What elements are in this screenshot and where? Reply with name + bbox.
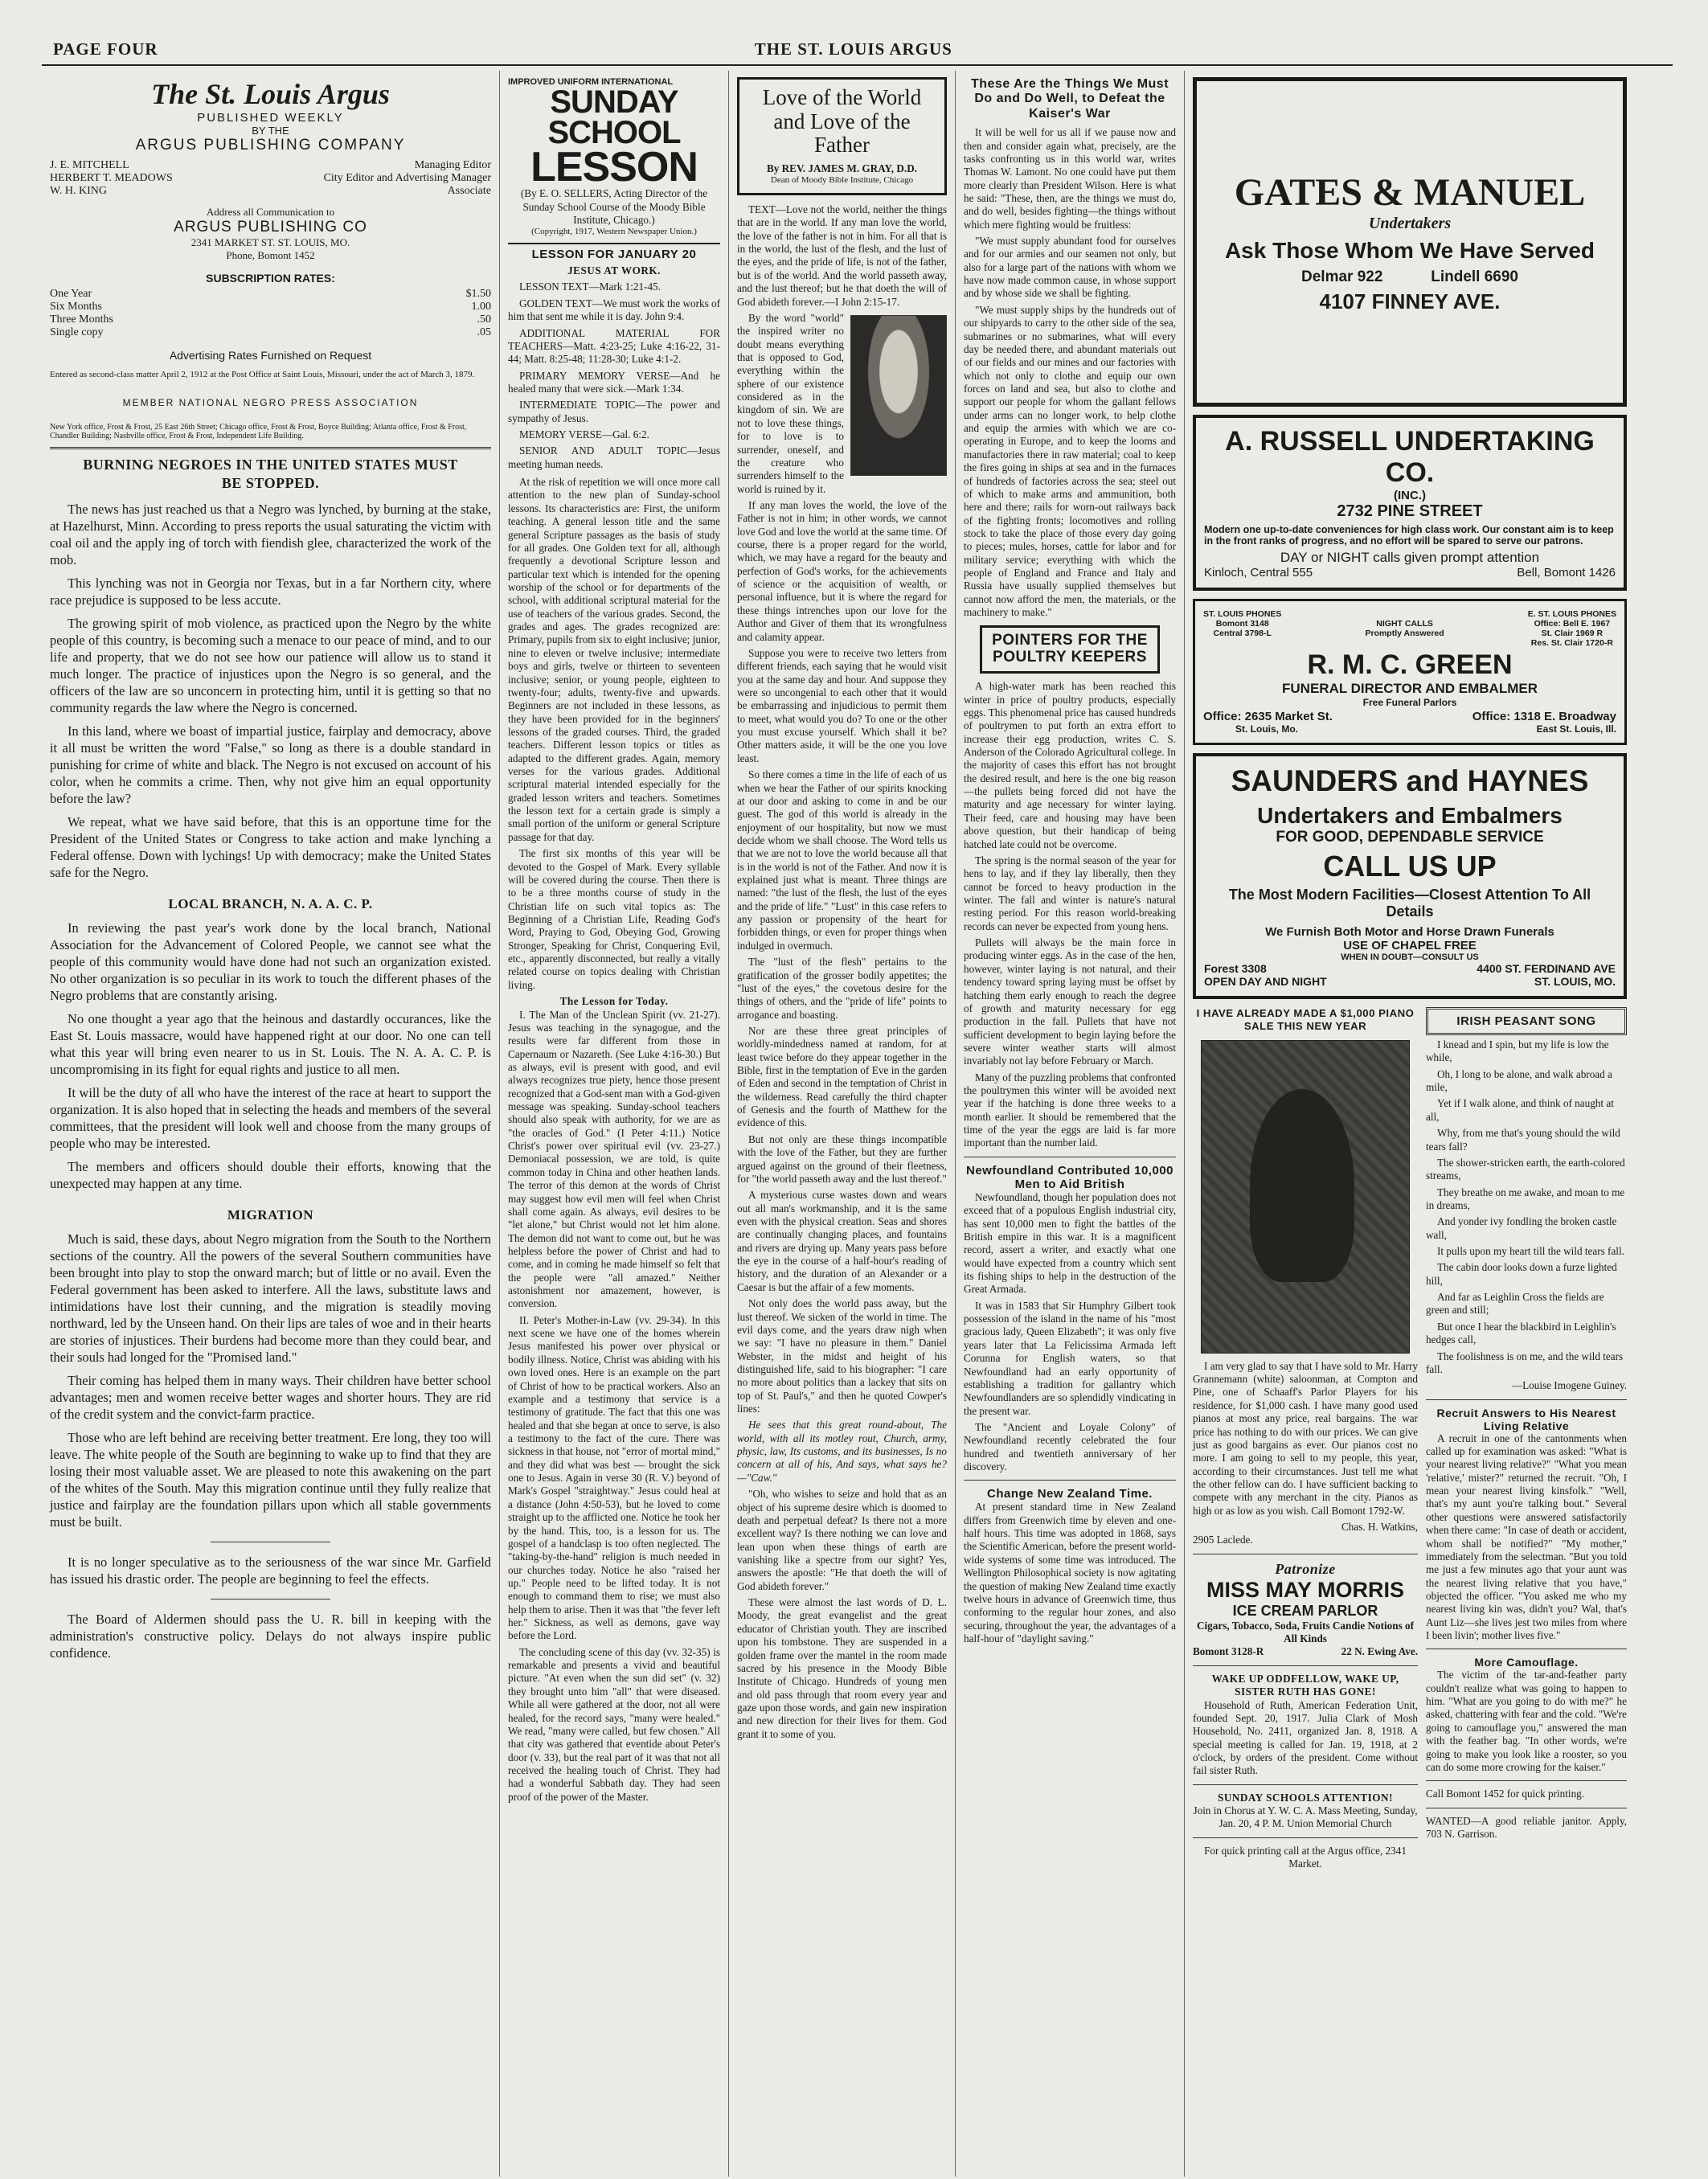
editorial-column — [42, 71, 500, 2177]
paragraph: The first six months of this year will be devoted to the Gospel of Mark. Every syllable will be covered during the course. Then there is to be a three months course of study in the Christian life on such vital topics as: The Beginning of a Christian Life, Reading God's Word, Praying to God, Obeying God, Growing Stronger, Speaking for Christ, Conquering Evil, etc., apparently disconnected, but really a vitally related course on topics dealing with Christian living. — [508, 847, 720, 991]
address-company: ARGUS PUBLISHING CO — [174, 219, 367, 236]
verse-line: Oh, I long to be alone, and walk abroad a mile, — [1426, 1067, 1612, 1094]
ad-green-title: FUNERAL DIRECTOR AND EMBALMER — [1282, 681, 1538, 696]
poem: He sees that this great round-about, The world, with all its motley rout, Church, army, physic, law, Its customs, and its businesses, Is no concern at all of his, And says, what says he?—"Caw." — [737, 1419, 947, 1484]
phone: Phone, Bomont 1452 — [226, 249, 315, 261]
paragraph: Their coming has helped them in many ways. Their children have better school advantages; men and women receive better wages and shorter hours. They are rid of the credit system and the convict-farm practice. — [50, 1372, 491, 1422]
new-zealand-body — [964, 1501, 1176, 1645]
wanted-ad: WANTED—A good reliable janitor. Apply, 703 N. Garrison. — [1426, 1814, 1627, 1840]
quick-printing: For quick printing call at the Argus office, 2341 Market. — [1204, 1844, 1407, 1870]
verse-line: The shower-stricken earth, the earth-colored streams, — [1426, 1156, 1625, 1182]
rate-price: 1.00 — [471, 301, 491, 313]
paragraph: It will be well for us all if we pause now and then and consider again what, precisely, are the tasks confronting us in this world war, writes Thomas W. Lamont. No one could have put them more clearly than President Wilson. Here is what he said: "These, then, are the things we must do, and do well, besides fighting—the things without which mere fighting would be fruitless: — [964, 126, 1176, 231]
lesson-kicker: IMPROVED UNIFORM INTERNATIONAL — [508, 77, 674, 87]
staff-name: HERBERT T. MEADOWS — [50, 172, 173, 184]
ad-green-left-head: ST. LOUIS PHONES — [1203, 609, 1282, 619]
paragraph: "We must supply ships by the hundreds out of our shipyards to carry to the other side of the sea, submarines or no submarines, what will every day be needed there, and abundant materials out of our fields and our mines and our factories with which not only to clothe and equip our own forces on land and sea, but also to clothe and support our people for whom the gallant fellows under arms can no longer work, to help clothe and equip the armies with which we are co-operating in Europe, and to keep the looms and manufactories there in raw material; coal to keep the fires going in ships at sea and in the furnaces of hundreds of factories across the sea; steel out of which to make arms and ammunition, both here and there; rails for worn-out railways back of the fighting fronts; locomotives and rolling stock to take the place of those every day going to pieces; mules, horses, cattle for labor and for military service; everything with which the people of England and France and Italy and Russia have usually supplied themselves but cannot now afford the men, the materials, or the machinery to make." — [964, 303, 1176, 619]
sermon-byline2: Dean of Moody Bible Institute, Chicago — [770, 175, 914, 186]
paragraph: Many of the puzzling problems that confronted the poultrymen this winter will be avoided next year if the hatching is done three weeks to a month earlier. It should be remembered that the time of the year the eggs are laid is far more important than the number laid. — [964, 1071, 1176, 1149]
ad-green-night: NIGHT CALLS — [1376, 619, 1433, 629]
paragraph: The spring is the normal season of the year for hens to lay, and if they lay liberally, then they cannot be forced to heavy production in the winter. The fall and winter is nature's natural resting period. For this reason world-breaking records can never be expected from young hens. — [964, 854, 1176, 932]
ad-russell-phone2: Bell, Bomont 1426 — [1517, 566, 1616, 580]
ad-green-name: R. M. C. GREEN — [1307, 649, 1513, 680]
ad-gates-address: 4107 FINNEY AVE. — [1319, 289, 1501, 313]
meta-line: ADDITIONAL MATERIAL FOR TEACHERS—Matt. 4:23-25; Luke 4:16-22, 31-44; Matt. 8:25-48; 11:28-30; Luke 4:1-2. — [508, 326, 720, 366]
meta-line: MEMORY VERSE—Gal. 6:2. — [519, 428, 649, 441]
editorial-title: MIGRATION — [227, 1206, 314, 1223]
ad-green-phone: Bomont 3148 — [1215, 619, 1269, 629]
editorial-naacp — [50, 895, 491, 1192]
lesson-body — [508, 476, 720, 1804]
ad-gates-sub: Undertakers — [1368, 214, 1452, 232]
ad-saunders-modern: The Most Modern Facilities—Closest Attention To All Details — [1228, 887, 1591, 920]
morris-patronize: Patronize — [1275, 1560, 1336, 1577]
paragraph: It is no longer speculative as to the seriousness of the war since Mr. Garfield has issued his drastic order. The people are beginning to feel the effects. — [50, 1554, 491, 1587]
piano-photo — [1201, 1040, 1410, 1354]
sermon-column — [729, 71, 956, 2177]
lower-ads — [1193, 1007, 1627, 1871]
offices: New York office, Frost & Frost, 25 East 26th Street; Chicago office, Frost & Frost, Boyce Building; Atlanta office, Frost & Frost, Chandler Building; Nashville office, Frost & Frost, Independent Life Building. — [50, 423, 467, 440]
paragraph: In reviewing the past year's work done by the local branch, National Association for the Advancement of Colored People, we cannot see what the people of this community would have done had not such an organization existed. No other organization is so peculiar in its work to touch the different phases of the Negro problems that are constantly arising. — [50, 920, 491, 1003]
ad-green-city2: East St. Louis, Ill. — [1536, 723, 1616, 735]
paragraph: So there comes a time in the life of each of us when we hear the Father of our spirits knocking at our door and asking to come in and be our guest. The god of this world is already in the enjoyment of our hospitality, but now we must decide whom we shall choose. The Word tells us that we are not to love the world because all that is in the world is not of the Father. And now it is explained just what is meant. Three things are named: "the lust of the flesh, the lust of the eyes and the pride of life." "Lust" in this case refers to any passion or propensity of the heart for forbidden things, or even for proper things when indulged in overmuch. — [737, 768, 947, 952]
sermon-title-box — [737, 77, 947, 195]
verse-line: And far as Leighlin Cross the fields are green and still; — [1426, 1291, 1604, 1317]
ad-green-free: Free Funeral Parlors — [1362, 697, 1457, 708]
morris-address: 22 N. Ewing Ave. — [1341, 1645, 1418, 1658]
ad-rates: Advertising Rates Furnished on Request — [169, 349, 372, 362]
ad-gates-tag: Ask Those Whom We Have Served — [1224, 237, 1595, 263]
ad-saunders-doubt: WHEN IN DOUBT—CONSULT US — [1341, 952, 1479, 962]
staff-role: Managing Editor — [414, 159, 491, 171]
staff-list — [50, 159, 491, 198]
sermon-byline: By REV. JAMES M. GRAY, D.D. — [766, 162, 918, 175]
verse-line: But once I hear the blackbird in Leighlin's hedges call, — [1426, 1320, 1616, 1346]
paragraph: By the word "world" the inspired writer no doubt means everything that is opposed to God, everything within the sphere of our existence considered as in the kingdom of sin. We are not to love these things, for to love is to surrender, oneself, and the creature who surrenders himself to the world is ruined by it. — [737, 311, 844, 495]
paragraph: Those who are left behind are receiving better treatment. Ere long, they too will leave. The white people of the South are beginning to wake up to find that they are losing their most valuable asset. We are pleased to note this awakening on the part of the whites of the South. May this migration continue until they fully realize that justice and fairplay are the foundation pillars upon which all stable governments must be built. — [50, 1429, 491, 1530]
ad-gates-name: GATES & MANUEL — [1234, 170, 1586, 214]
page-header — [42, 32, 1673, 66]
paragraph: Newfoundland, though her population does not exceed that of a populous English industrial city, has sent 10,000 men to fight the battles of the British empire in this war. It is a magnificent record, assert a writer, and exactly what one would have expected from a country which sent its fishing ships to help in the destruction of the Great Armada. — [964, 1190, 1176, 1296]
paragraph: If any man loves the world, the love of the Father is not in him; in other words, we cannot love God and love the world at the same time. Of course, there is a proper regard for the world, which, we may have a regard for the beauty and perfection of God's works, for the achievements of science or the acquisition of wealth, or personal influence, but it is where the regard for these things intrenches upon our love for the Author and Giver of them that its wrongfulness and calamity appear. — [737, 498, 947, 643]
ad-green-office2: Office: 1318 E. Broadway — [1472, 710, 1616, 723]
lesson-topic: JESUS AT WORK. — [567, 264, 661, 277]
sunday-schools-body: Join in Chorus at Y. W. C. A. Mass Meeting, Sunday, Jan. 20, 4 P. M. Union Memorial Church — [1193, 1804, 1418, 1830]
piano-body — [1193, 1360, 1418, 1518]
meta-line: SENIOR AND ADULT TOPIC—Jesus meeting human needs. — [508, 444, 720, 470]
lesson-subhead: The Lesson for Today. — [559, 995, 669, 1008]
camouflage-title: More Camouflage. — [1474, 1656, 1579, 1669]
paragraph: The "lust of the flesh" pertains to the gratification of the grosser bodily appetites; the "lust of the eyes," the covetous desire for the things of others, and the "pride of life" points to arrogance and boasting. — [737, 956, 947, 1021]
address-street: 2341 MARKET ST. ST. LOUIS, MO. — [190, 236, 350, 248]
ad-saunders-tag: FOR GOOD, DEPENDABLE SERVICE — [1276, 829, 1544, 846]
lesson-title-line1: SUNDAY SCHOOL — [547, 84, 681, 150]
rate-term: Single copy — [50, 326, 104, 338]
ad-green-right-head: E. ST. LOUIS PHONES — [1527, 609, 1616, 619]
paragraph: In this land, where we boast of impartial justice, fairplay and democracy, above it all must be written the word "False," so long as there is a double standard in punishing for crime of white and black. The Negro is not excused on account of his color, when he commits a crime. Then, why not give him an equal opportunity before the law? — [50, 723, 491, 807]
editorial-lynching — [50, 456, 491, 881]
meta-line: INTERMEDIATE TOPIC—The power and sympathy of Jesus. — [508, 399, 720, 424]
piano-title: I HAVE ALREADY MADE A $1,000 PIANO SALE THIS NEW YEAR — [1196, 1007, 1415, 1033]
paragraph: Pullets will always be the main force in producing winter eggs. As in the case of the hen, however, winter laying is not natural, and their tendency toward spring laying must be offset by hatching them early enough to reach the degree of growth and maturity necessary for egg production in the fall. Pullets that have not sufficient development to begin laying before the severe winter weather starts will almost invariably not lay before February or March. — [964, 936, 1176, 1067]
ad-green — [1193, 599, 1627, 745]
paragraph: This lynching was not in Georgia nor Texas, but in a far Northern city, where race prejudice is supposed to be less accute. — [50, 575, 491, 608]
irish-song-title: IRISH PEASANT SONG — [1456, 1014, 1596, 1028]
paragraph: I. The Man of the Unclean Spirit (vv. 21-27). Jesus was teaching in the synagogue, and the results were far different from those in Capernaum or Nazareth. (See Luke 4:16-30.) But as always, evil is present with good, and evil always recognizes true piety, hence those present recognized that a God-sent man with a God-given message was speaking. Sunday-school teachers should also speak with authority, for we are as "the oracles of God." (I Peter 4:11.) Notice Christ's power over spiritual evil (vv. 23-27.) Demoniacal possession, we are told, is quite common today in China and other heathen lands. The terror of this demon at the words of Christ may suggest how evil men will feel when Christ shall come again. As always, evil desires to be "let alone," but Christ would not let him alone. The demon did not want to come out, but he was helpless before the power of Christ and had to come, and in coming he made himself so felt that the people were "all amazed." Neither astonishment nor amazement, however, is conversion. — [508, 1008, 720, 1310]
newfoundland-body — [964, 1191, 1176, 1474]
ad-saunders-furnish: We Furnish Both Motor and Horse Drawn Funerals — [1265, 925, 1554, 939]
verse-line: The cabin door looks down a furze lighted hill, — [1426, 1261, 1617, 1287]
staff-role: Associate — [447, 185, 491, 197]
masthead — [50, 77, 491, 440]
irish-song-author: —Louise Imogene Guiney. — [1511, 1379, 1627, 1392]
poultry-body — [964, 680, 1176, 1150]
editorial-title: LOCAL BRANCH, N. A. A. C. P. — [168, 896, 373, 912]
lesson-title-line2: LESSON — [530, 144, 698, 190]
verse-line: I knead and I spin, but my life is low the while, — [1426, 1038, 1609, 1064]
masthead-title: The St. Louis Argus — [151, 78, 390, 110]
morris-phone: Bomont 3128-R — [1193, 1645, 1264, 1658]
ad-russell-name: A. RUSSELL UNDERTAKING CO. — [1225, 426, 1595, 488]
paragraph: The members and officers should double their efforts, knowing that the unexpected may happen at any time. — [50, 1158, 491, 1191]
war-body — [964, 126, 1176, 619]
sermon-body — [737, 203, 947, 1741]
page-number: PAGE FOUR — [53, 39, 158, 59]
ad-column-right — [1426, 1007, 1627, 1871]
ad-saunders-name: SAUNDERS and HAYNES — [1231, 764, 1589, 797]
lesson-title — [508, 84, 720, 190]
staff-name: J. E. MITCHELL — [50, 159, 129, 171]
ad-green-phone: St. Clair 1969 R — [1541, 629, 1604, 638]
ad-saunders-phone: Forest 3308 — [1204, 962, 1267, 975]
oddfellow-title: WAKE UP ODDFELLOW, WAKE UP, SISTER RUTH HAS GONE! — [1211, 1672, 1399, 1698]
call-bomont: Call Bomont 1452 for quick printing. — [1426, 1788, 1585, 1800]
rate-term: Six Months — [50, 301, 102, 313]
ad-gates-phone2: Lindell 6690 — [1431, 268, 1518, 285]
paragraph: We repeat, what we have said before, that this is an opportune time for the President of the United States or Congress to take action and make lynching a Federal offense. Down with lychings! Up with democracy; make the United States safe for the Negro. — [50, 814, 491, 881]
press-association: MEMBER NATIONAL NEGRO PRESS ASSOCIATION — [122, 397, 419, 408]
new-zealand-title: Change New Zealand Time. — [987, 1487, 1153, 1501]
ads-column — [1185, 71, 1635, 2177]
newfoundland-title: Newfoundland Contributed 10,000 Men to Aid British — [965, 1163, 1174, 1191]
paragraph: No one thought a year ago that the heinous and dastardly occurances, like the East St. Louis massacre, would have happened right at our door. No one can tell what this year will bring even nearer to us in St. Louis. The N. A. A. C. P. is uncompromising in its fight for equal rights and justice to all men. — [50, 1010, 491, 1077]
news-column — [956, 71, 1185, 2177]
verse-line: Why, from me that's young should the wild tears fall? — [1426, 1127, 1620, 1153]
verse-line: They breathe on me awake, and moan to me in dreams, — [1426, 1186, 1625, 1211]
ad-saunders-open: OPEN DAY AND NIGHT — [1204, 975, 1327, 988]
ad-green-office1: Office: 2635 Market St. — [1203, 710, 1333, 723]
rate-price: .05 — [477, 326, 491, 338]
paragraph: Not only does the world pass away, but the lust thereof. We sicken of the world in time. The evil days come, and the years draw nigh when we say: "I have no pleasure in them." Daniel Webster, in the midst and height of his distinguished life, said to his biographer: "I care no more about politics than a lackey that sits on top of St. Paul's," and then he quoted Cowper's lines: — [737, 1297, 947, 1415]
ad-saunders-call: CALL US UP — [1323, 850, 1497, 883]
ad-gates-manuel — [1193, 77, 1627, 407]
verse-line: The foolishness is on me, and the wild tears fall. — [1426, 1350, 1624, 1375]
paragraph: Suppose you were to receive two letters from different friends, each saying that he would visit you at the same day and hour. And suppose they were so uncongenial to each other that it would be embarrassing and injudicious to permit them to meet, what would you do? To one or the other you must excuse yourself. Which shall it be? Other matters aside, it will be the one you love least. — [737, 646, 947, 764]
paragraph: At the risk of repetition we will once more call attention to the new plan of Sunday-school lessons. Its characteristics are: First, the uniform teaching. A general lesson title and the same general Scripture passages as the basis of study for all grades. One Golden text for all, although frequently a devotional Scripture lesson and particular text which is intended for the opening worship of the school or for departments of the school, with additional scriptural material for the use of teachers of the various grades. Second, the grades and ages. The grades recognized are: Primary, pupils from six to eight inclusive; junior, nine to eleven or twelve inclusive; intermediate boys and girls, twelve or thirteen to seventeen inclusive; senior, or young people, eighteen to twenty-four; adults, twenty-five and upwards. Beginners are not included in these lessons, as they have been provided for in the beginners' lessons of the graded courses. Third, the graded teachers. Different lesson topics or titles as adapted to the different grades. Again, memory verses for the various grades. Additional scriptural material intended especially for the graded lesson writers and teachers. Sometimes the lesson text for a certain grade is simply a small portion of the uniform or general Scripture passage for that day. — [508, 476, 720, 843]
lesson-copyright: (Copyright, 1917, Western Newspaper Union.) — [531, 227, 697, 237]
meta-line: PRIMARY MEMORY VERSE—And he healed many that were sick.—Mark 1:34. — [508, 369, 720, 395]
oddfellow-body — [1193, 1699, 1418, 1778]
paragraph: The "Ancient and Loyale Colony" of Newfoundland recently celebrated the four hundred and twentieth anniversary of her discovery. — [964, 1420, 1176, 1473]
masthead-line1: PUBLISHED WEEKLY — [197, 111, 344, 125]
subscription-rates — [50, 288, 491, 339]
meta-line: LESSON TEXT—Mark 1:21-45. — [519, 281, 661, 293]
ad-russell-inc: (INC.) — [1394, 489, 1426, 502]
newspaper-name: THE ST. LOUIS ARGUS — [754, 39, 952, 59]
rate-term: One Year — [50, 288, 92, 300]
paragraph: At present standard time in New Zealand differs from Greenwich time by eleven and one-half hours. This time was adopted in 1868, says the Scientific American, before the present world-wide systems of some time was introduced. The Wellington Philosophical society is now agitating the question of making New Zealand time exactly twelve hours in advance of Greenwich time, thus conforming to the regular hour zones, and also securing, throughout the year, the advantages of a half-hour of "daylight saving." — [964, 1501, 1177, 1644]
paragraph: It was in 1583 that Sir Humphry Gilbert took possession of the island in the name of his "most gracious lady, Queen Elizabeth"; it was only five years later that La Felicissima Armada left Corunna for English waters, so that Newfoundland had an early opportunity of establishing a tradition for gallantry which Newfoundlanders are so splendidly vindicating in the present war. — [964, 1299, 1176, 1417]
sermon-text: TEXT—Love not the world, neither the things that are in the world. If any man love the world, the love of the father is not in him. For all that is in the world, the lust of the flesh, and the lust of the eyes, and the pride of life, is not of the father, but is of the world. And the world passeth away, and the lust thereof; but he that doeth the will of God abideth forever.—I John 2:15-17. — [737, 203, 947, 308]
lesson-meta — [508, 281, 720, 471]
staff-role: City Editor and Advertising Manager — [323, 172, 491, 184]
ad-green-phone: Res. St. Clair 1720-R — [1530, 638, 1613, 648]
piano-address: 2905 Laclede. — [1193, 1534, 1253, 1546]
paragraph: II. Peter's Mother-in-Law (vv. 29-34). In this next scene we have one of the homes wherein Jesus manifested his power over physical or bodily illness. Notice, Christ was abiding with his own loved ones. Here is an example on the part of Christ of how to be practical workers. Also an example and a testimony that service is a testimony of gratitude. The fact that this one was healed and that she began at once to serve, is also a testimony to the fact of the cure. There was sickness in that house, not "error of mortal mind," and they did what was best — brought the sick one to Jesus. Again in verse 30 (R. V.) beyond of Mark's Gospel "straightway." Jesus could heal at a distance (John 4:50-53), but he loved to come straight up to the afflicted one. Notice he took her by the hand. This, too, is a lesson for us. The gospel of a handclasp is too often neglected. The "taking-by-the-hand" religion is much needed in our churches today. Notice he also "raised her up." People need to be lifted today. It is not enough to command them to rise; we must also help them to arise. Then it was that "the fever left her." Sickness, as well as demons, gave way before the Lord. — [508, 1313, 720, 1642]
paragraph: But not only are these things incompatible with the love of the Father, but they are further argued against on the ground of their fleetness, for "the world passeth away and the lust thereof." — [737, 1133, 947, 1185]
war-title: These Are the Things We Must Do and Do Well, to Defeat the Kaiser's War — [970, 77, 1169, 121]
entry-notice: Entered as second-class matter April 2, 1912 at the Post Office at Saint Louis, Missouri, under the act of March 3, 1879. — [50, 370, 475, 379]
ad-saunders-sub: Undertakers and Embalmers — [1257, 803, 1563, 828]
sunday-school-column — [500, 71, 729, 2177]
paragraph: It will be the duty of all who have the interest of the race at heart to support the organization. It is also hoped that in selecting the heads and members of the several committees, that the president will look well and choose from the many groups of people who may be interested. — [50, 1084, 491, 1151]
ad-saunders-addr1: 4400 ST. FERDINAND AVE — [1477, 962, 1616, 975]
camouflage-body — [1426, 1669, 1627, 1774]
paragraph: "Oh, who wishes to seize and hold that as an object of his supreme desire which is doomed to death and perpetual defeat? Is there not a more excellent way? Is there nothing we can love and lean upon when these things of earth are vanishing like a spectre from our sight? Yes, answers the apostle: "He that doeth the will of God abideth forever." — [737, 1488, 947, 1592]
rate-price: .50 — [477, 313, 491, 326]
editorial-title: BURNING NEGROES IN THE UNITED STATES MUST BE STOPPED. — [83, 457, 458, 492]
ad-green-phone: Central 3798-L — [1213, 629, 1272, 638]
rate-term: Three Months — [50, 313, 113, 326]
rate-price: $1.50 — [465, 288, 491, 300]
paragraph: The Board of Aldermen should pass the U. R. bill in keeping with the administration's constructive policy. Delays do not always inspire public confidence. — [50, 1611, 491, 1661]
poultry-title: POINTERS FOR THE POULTRY KEEPERS — [992, 632, 1148, 666]
masthead-line2: BY THE — [252, 125, 289, 137]
paragraph: The concluding scene of this day (vv. 32-35) is remarkable and presents a vivid and beautiful picture. "At even when the sun did set" (v. 32) they brought unto him "all" that were diseased. While all were gathered at the door, not all were healed, for the record says, "many were healed." We read, "many were called, but few chosen." All that city was gathered that eventide about Peter's door (v. 33), but the real part of it was that not all received the healing touch of Christ. They had had a wonderful Sabbath day. They had seen proof of the power of the Master. — [508, 1645, 720, 1803]
paragraph: A recruit in one of the cantonments when called up for examination was asked: "What is your nearest living relative?" "What you mean 'relative,' mister?" returned the recruit. "Oh, I mean your nearest living kinsfolk." "Well, that's my aunt you're talking bout." Several other questions were answered satisfactorily when there came: "In case of death or accident, whom shall be notified?" "My mother," immediately from the selectman. "But you told me just a few minutes ago that your aunt was the nearest living relative that you have," objected the officer. "You asked me who my nearest living kin was, didn't you? Wal, that's Aunt Liz—she lives jest two miles from where I been livin'; mother lives five." — [1426, 1432, 1627, 1642]
ad-russell — [1193, 415, 1627, 591]
ad-russell-desc: Modern one up-to-date conveniences for high class work. Our constant aim is to keep in the front ranks of progress, and no effort will be spared to serve our patrons. — [1204, 524, 1614, 547]
paragraph: A mysterious curse wastes down and wears out all man's workmanship, and it is the same even with the physical creation. Seas and shores are continually changing places, and fountains and rivers are drying up. Many years pass before the eye in the course of a half-hour's reading of history, and the duration of an Alexander or a Caesar is but the affair of a few moments. — [737, 1189, 947, 1293]
subscription-title: SUBSCRIPTION RATES: — [206, 272, 335, 285]
morris-name: MISS MAY MORRIS — [1206, 1577, 1405, 1602]
lesson-byline: (By E. O. SELLERS, Acting Director of the Sunday School Course of the Moody Bible Institute, Chicago.) — [520, 187, 708, 227]
paragraph: I am very glad to say that I have sold to Mr. Harry Grannemann (white) saloonman, at Compton and Pine, one of Schaaff's Parlor Players for his residence, for $1,000 cash. I have many good used pianos at most any price, real bargains. The war price has nothing to do with our prices. We can give just as good bargains as ever. Our pianos cost no more. I am going to sell to my people, this year, according to their circumstances. Just tell me what the other fellow can do. I have sufficient backing to compete with any merchant in the city. Pianos as high or as low as you wish. Call Bomont 1792-W. — [1193, 1359, 1418, 1517]
paragraph: "We must supply abundant food for ourselves and for our armies and our seamen not only, but also for a large part of the nations with whom we have now made common cause, in whose support and by whose side we shall be fighting. — [964, 235, 1176, 300]
ad-column-left — [1193, 1007, 1418, 1871]
ad-gates-phone1: Delmar 922 — [1301, 268, 1383, 285]
meta-line: GOLDEN TEXT—We must work the works of him that sent me while it is day. John 9:4. — [508, 297, 720, 323]
piano-sign: Chas. H. Watkins, — [1341, 1521, 1418, 1534]
address-label: Address all Communication to — [206, 206, 335, 218]
ad-russell-attn: DAY or NIGHT calls given prompt attention — [1280, 550, 1540, 565]
irish-song-box — [1426, 1007, 1627, 1035]
irish-song-lines — [1426, 1038, 1627, 1376]
ad-green-city1: St. Louis, Mo. — [1235, 723, 1298, 735]
ad-russell-address: 2732 PINE STREET — [1337, 502, 1483, 520]
lesson-date: LESSON FOR JANUARY 20 — [508, 243, 720, 261]
paragraph: The victim of the tar-and-feather party couldn't realize what was going to happen to him. "What are you going to do with me?" he asked, chattering with fear and the cold. "We're going to camouflage you," answered the man with the feather bag. "In other words, we're going to make you look like a rooster, so you can do some more crowing for the kaiser." — [1426, 1669, 1627, 1773]
verse-line: And yonder ivy fondling the broken castle wall, — [1426, 1215, 1617, 1241]
recruit-title: Recruit Answers to His Nearest Living Relative — [1436, 1406, 1616, 1432]
paragraph: Much is said, these days, about Negro migration from the South to the Northern sections of the country. All the powers of the several Southern communities have been brought into play to stop the onward march; but of little or no avail. Even the Federal government has been asked to interfere. All the laws, substitute laws and intimidations have lost their cunning, and the migration is steadily moving northward, led by the Unseen hand. On their lips are tales of woe and in their hearts are stories of injustices. Their burdens had become more than they could bear, and their souls had longed for the "Promised land." — [50, 1231, 491, 1365]
verse-line: It pulls upon my heart till the wild tears fall. — [1437, 1245, 1624, 1258]
author-portrait — [850, 315, 947, 476]
morris-sub: ICE CREAM PARLOR — [1232, 1602, 1378, 1619]
ad-green-answered: Promptly Answered — [1365, 629, 1444, 638]
ad-saunders-haynes — [1193, 753, 1627, 999]
ad-saunders-chapel: USE OF CHAPEL FREE — [1343, 939, 1477, 952]
ad-russell-phone1: Kinloch, Central 555 — [1204, 566, 1313, 580]
morris-items: Cigars, Tobacco, Soda, Fruits Candie Notions of All Kinds — [1196, 1619, 1414, 1645]
editorial-migration — [50, 1206, 491, 1530]
sermon-title: Love of the World and Love of the Father — [762, 85, 922, 158]
staff-name: W. H. KING — [50, 185, 108, 197]
poultry-title-box — [980, 625, 1160, 674]
masthead-publisher: ARGUS PUBLISHING COMPANY — [135, 137, 406, 154]
ad-green-phone: Office: Bell E. 1967 — [1534, 619, 1611, 629]
ad-saunders-addr2: ST. LOUIS, MO. — [1534, 975, 1616, 988]
paragraph: The growing spirit of mob violence, as practiced upon the Negro by the white people of this country, is becoming such a menace to our peace of mind, and to our life and property, that we do not see how our patience will allow us to stand it much longer. The practice of injustices upon the Negro is so general, and the officers of the law are so unconcern in protecting him, until it is getting so that no community regards the law where the Negro is concerned. — [50, 616, 491, 716]
paragraph: These were almost the last words of D. L. Moody, the great evangelist and the great educator of Christian youth. They are inscribed upon his tombstone. They are suspended in a golden frame over the mantel in the room made sacred by his presence in the Moody Bible Institute of Chicago. Hundreds of young men and old pass through that room every year and gaze upon those words, and gain new inspiration and new direction for their lives for them. God grant it to some of you. — [737, 1596, 947, 1740]
recruit-body — [1426, 1432, 1627, 1643]
paragraph: The news has just reached us that a Negro was lynched, by burning at the stake, at Hazelhurst, Minn. According to press reports the usual saturating the victim with coal oil and the apply ing of torch with fiendish glee, characterized the work of the mob. — [50, 502, 491, 568]
sunday-schools-title: SUNDAY SCHOOLS ATTENTION! — [1218, 1791, 1393, 1804]
editorial-brief — [50, 1554, 491, 1661]
paragraph: Household of Ruth, American Federation Unit, founded Sept. 20, 1917. Julia Clark of Mosh Household, No. 2411, organized Jan. 8, 1918. A special meeting is called for Jan. 19, 1918, at 2 o'clock, by orders of the president. Come without fail sister Ruth. — [1193, 1698, 1418, 1777]
paragraph: A high-water mark has been reached this winter in price of poultry products, especially eggs. This phenomenal price has caused hundreds of poultrymen to put forth an extra effort to increase their egg production, writes C. S. Anderson of the Colorado Agricultural college. In the majority of cases this effort has not brought the desired result, and here is the one big reason —the pullets being forced did not have the maturity and age necessary for winter laying. Their feed, care and housing may have been above question, but their handicap of being hatched late could not be overcome. — [964, 680, 1176, 850]
verse-line: Yet if I walk alone, and think of naught at all, — [1426, 1097, 1614, 1123]
paragraph: Nor are these three great principles of worldly-mindedness named at random, for at least twice before do they appear together in the Bible, first in the temptation of Eve in the garden of Eden and second in the temptation of Christ in the wilderness. Read carefully the third chapter of Genesis and the fourth of Matthew for the evidence of this. — [737, 1024, 947, 1129]
